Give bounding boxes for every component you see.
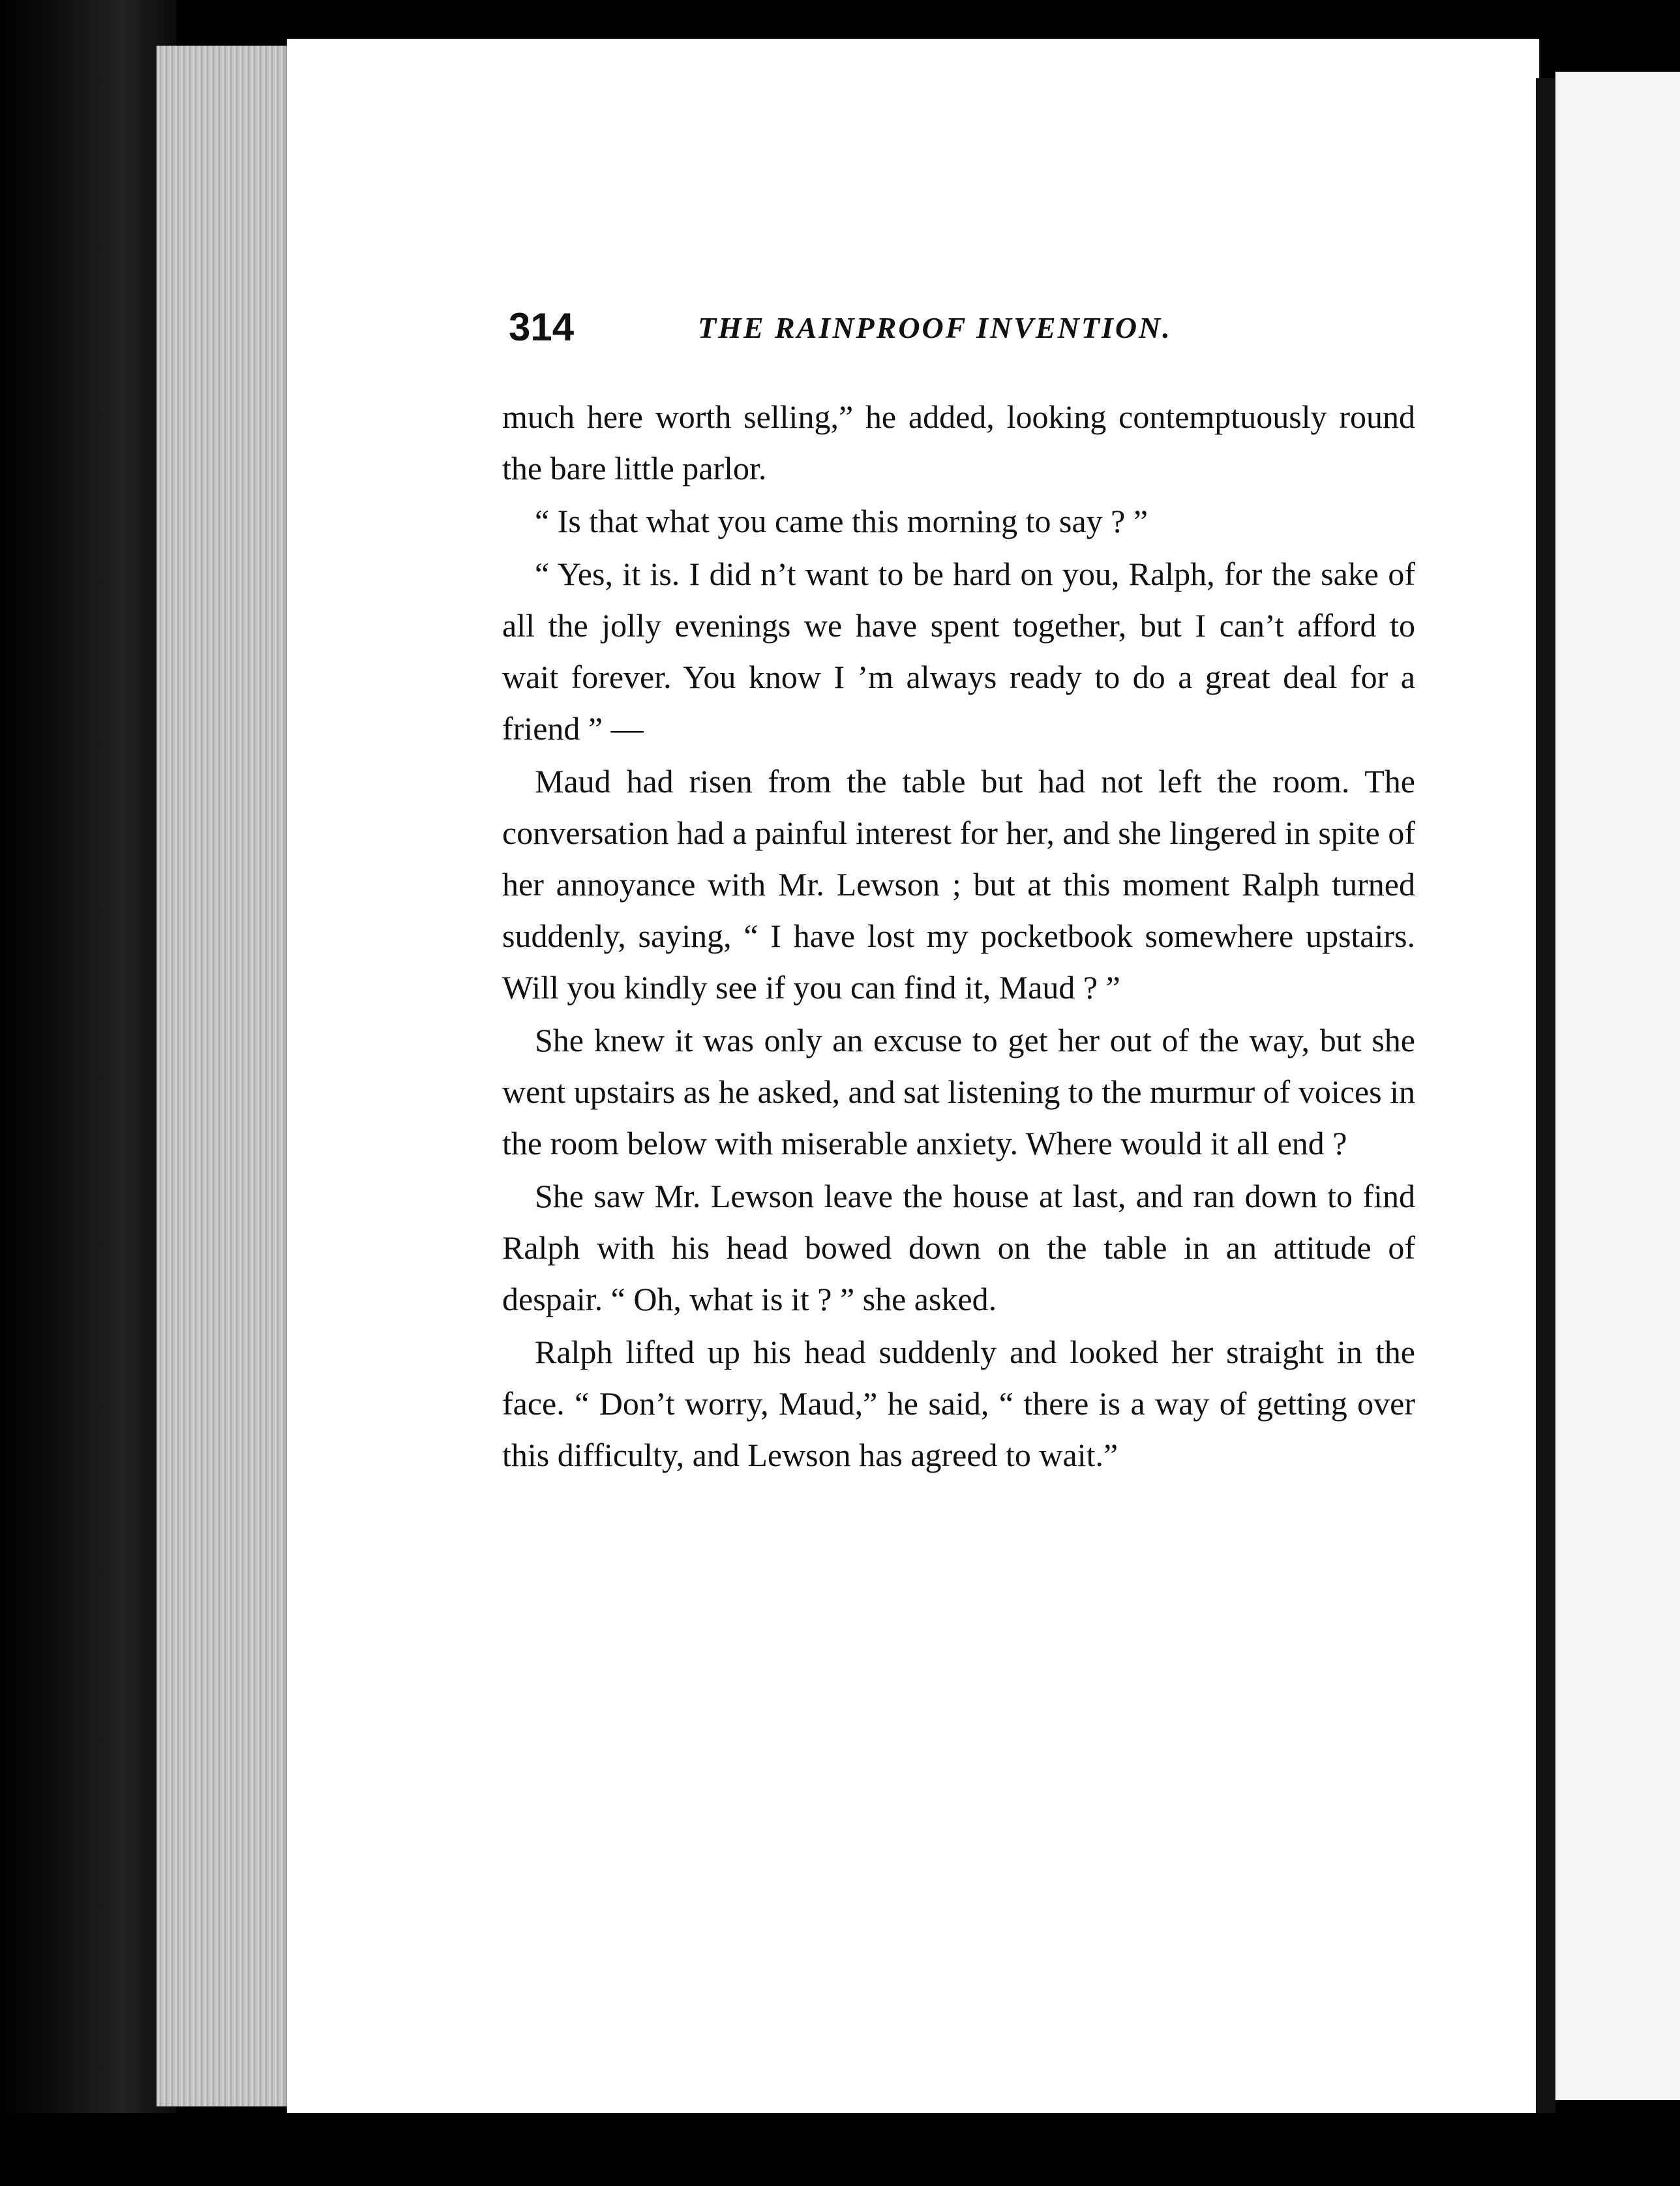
page-number: 314 — [509, 305, 575, 349]
paragraph-7: Ralph lifted up his head suddenly and looked her straight in the face. “ Don’t worry, Maud,” he said, “ there is a way of getting over this difficulty, and Lewson has agreed to wait.” — [502, 1334, 1415, 1473]
paragraph-6: She saw Mr. Lewson leave the house at last, and ran down to find Ralph with his head bowed down on the table in an attitude of despair. “ Oh, what is it ? ” she asked. — [502, 1178, 1415, 1317]
next-page-edge — [1555, 72, 1680, 2100]
scan-bottom-band — [0, 2113, 1680, 2186]
running-title: THE RAINPROOF INVENTION. — [698, 311, 1172, 344]
body-text — [502, 391, 1415, 1481]
paragraph-1: much here worth selling,” he added, looking contemptuously round the bare little parlor. — [502, 398, 1415, 487]
book-left-edge — [0, 0, 176, 2186]
book-gutter — [1536, 78, 1555, 2146]
paragraph-5: She knew it was only an excuse to get her out of the way, but she went upstairs as he asked, and sat listening to the murmur of voices in the room below with miserable anxiety. Where would it all end ? — [502, 1022, 1415, 1161]
running-head — [509, 301, 1409, 353]
paragraph-2: “ Is that what you came this morning to say ? ” — [535, 503, 1148, 539]
paragraph-3: “ Yes, it is. I did n’t want to be hard on you, Ralph, for the sake of all the jolly evenings we have spent together, but I can’t afford to wait forever. You know I ’m always ready to do a great deal for a friend ” — — [502, 556, 1415, 747]
page-stack-edge — [157, 46, 300, 2106]
paragraph-4: Maud had risen from the table but had not left the room. The conversation had a painful interest for her, and she lingered in spite of her annoyance with Mr. Lewson ; but at this moment Ralph turned suddenly, saying, “ I have lost my pocketbook somewhere upstairs. Will you kindly see if you can find it, Maud ? ” — [502, 763, 1415, 1006]
